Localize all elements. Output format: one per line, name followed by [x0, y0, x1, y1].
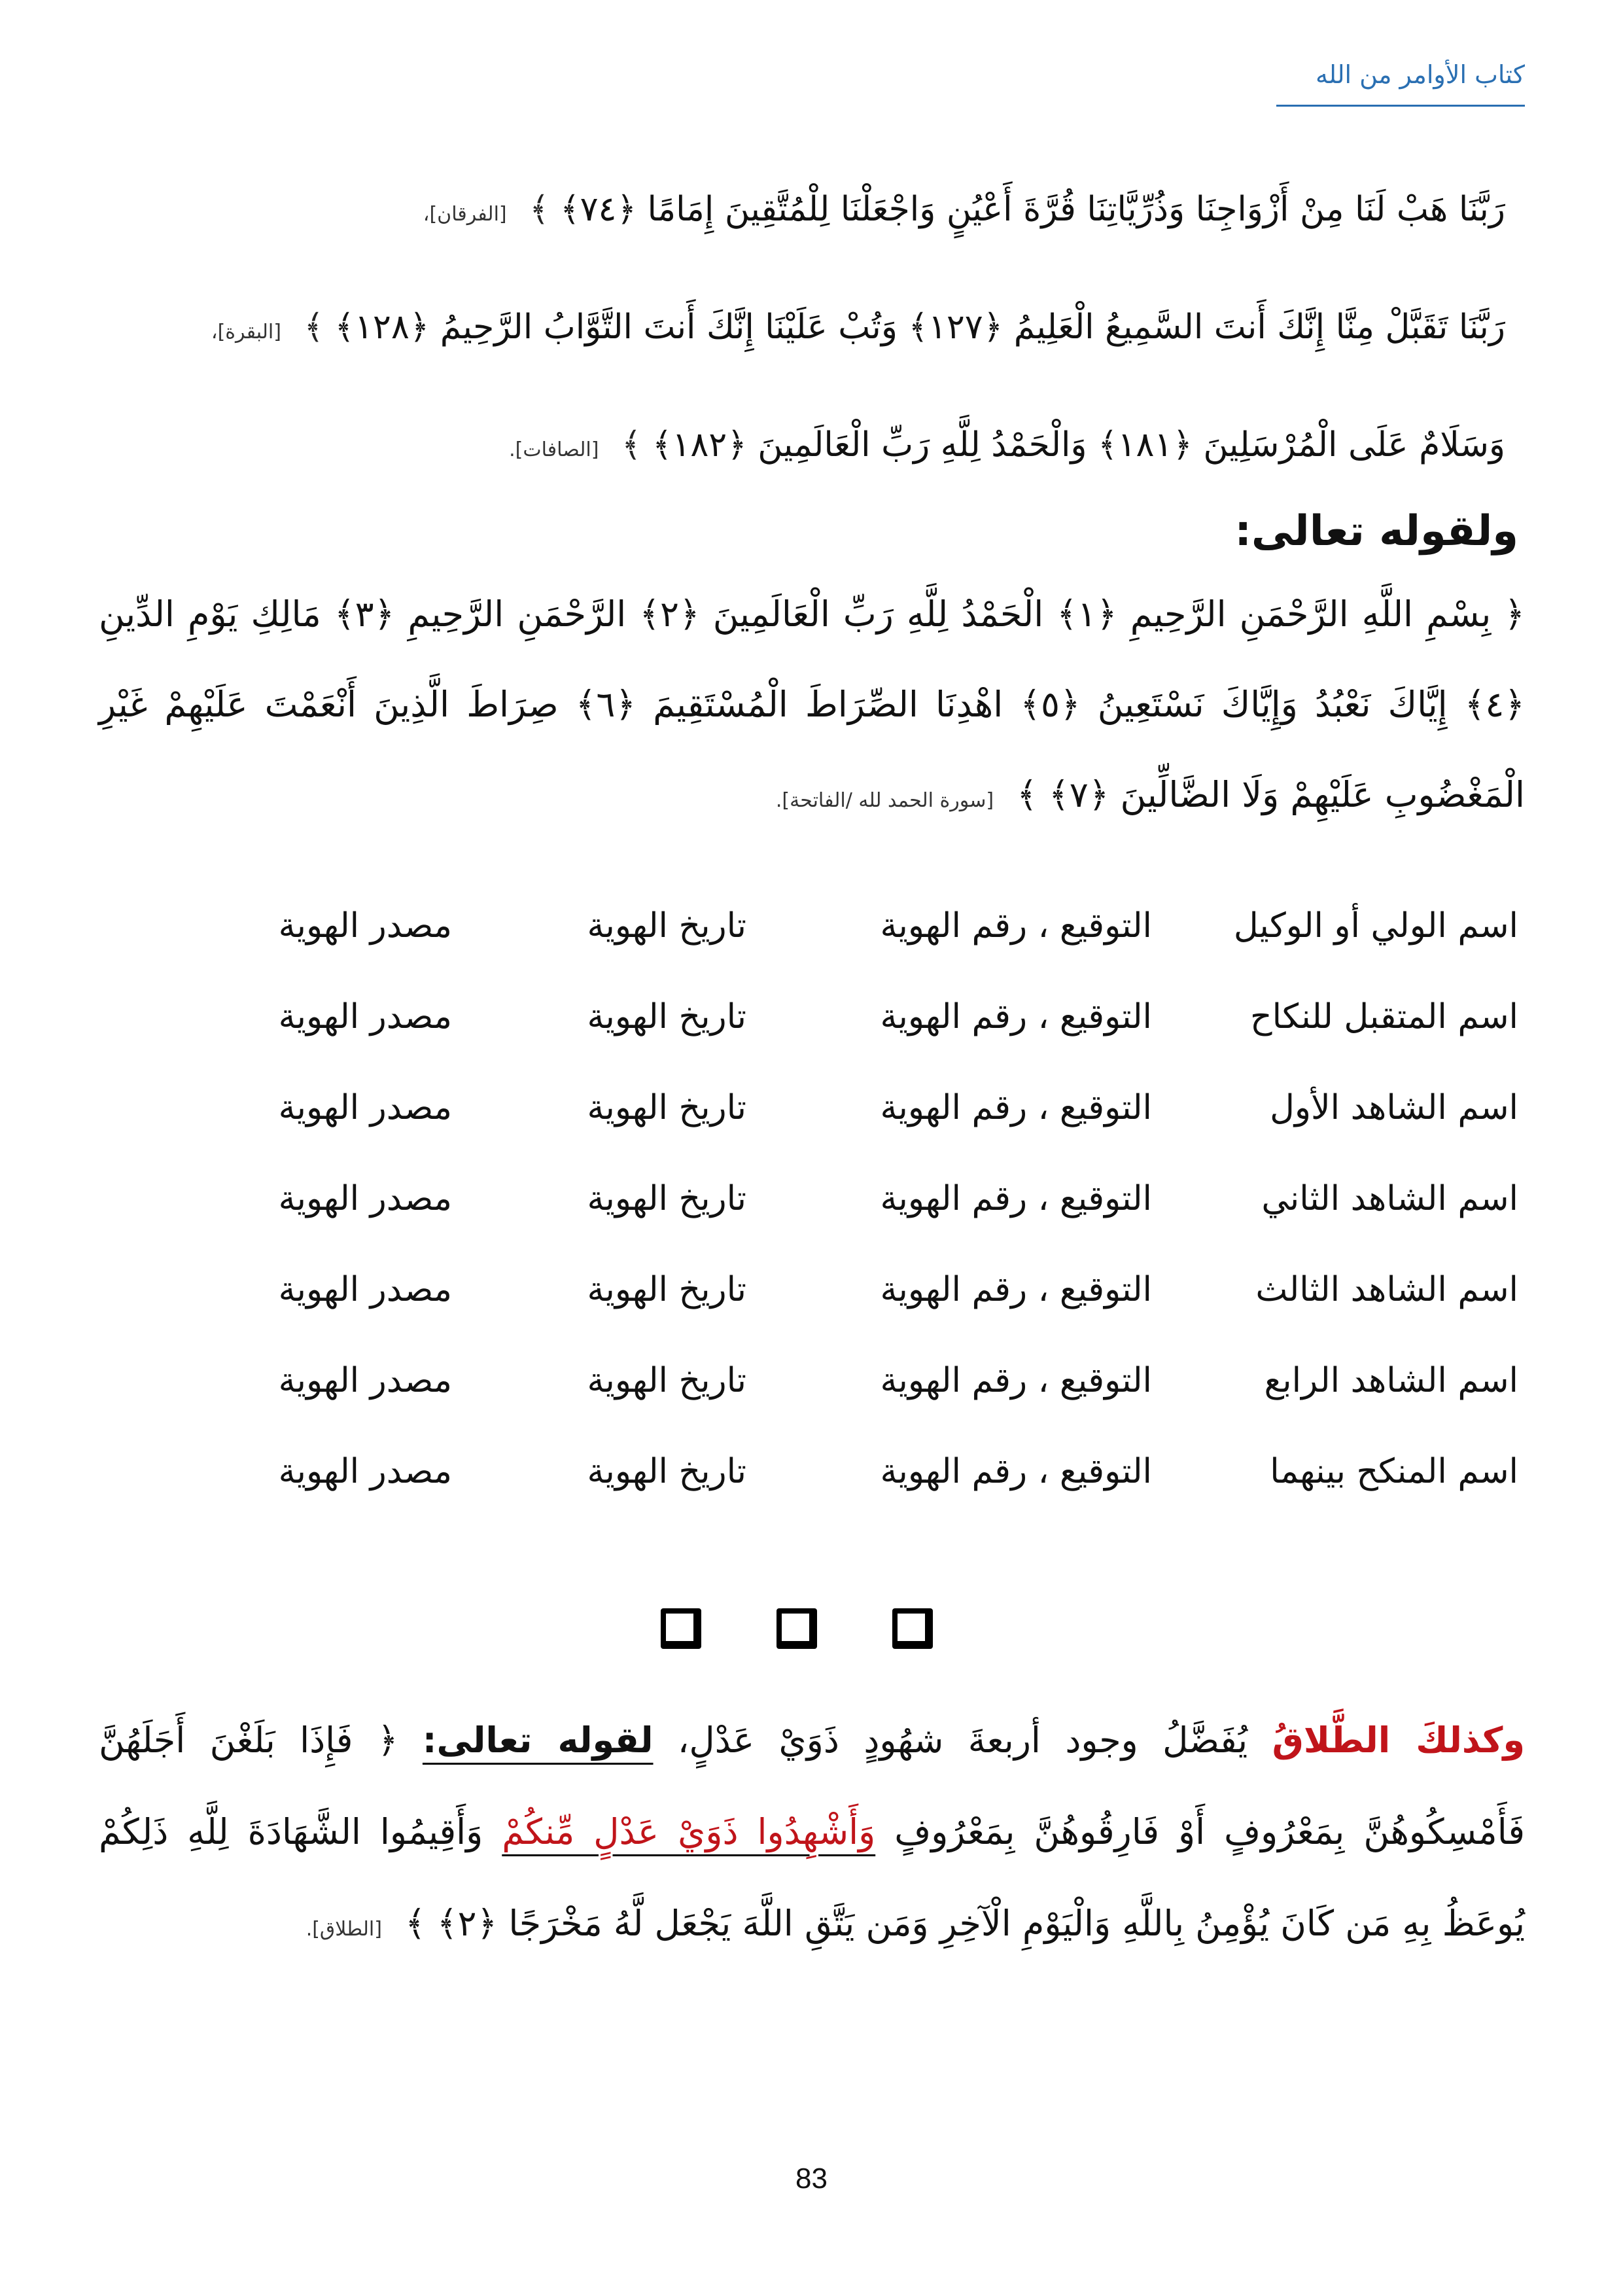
table-row	[145, 971, 1518, 1062]
signature-id-label: التوقيع ، رقم الهوية	[880, 1269, 1152, 1309]
id-issuer-label: مصدر الهوية	[278, 1087, 452, 1127]
verse-close-bracket: ﴾	[621, 425, 642, 465]
table-row	[145, 1244, 1518, 1335]
id-date-label: تاريخ الهوية	[587, 1451, 746, 1491]
signature-id-label: التوقيع ، رقم الهوية	[880, 1360, 1152, 1400]
party-name-label: اسم الشاهد الثاني	[1261, 1178, 1518, 1218]
id-date-label: تاريخ الهوية	[587, 997, 746, 1036]
id-issuer-label: مصدر الهوية	[278, 997, 452, 1036]
book-header-title: كتاب الأوامر من الله	[1316, 60, 1525, 89]
signature-id-label: التوقيع ، رقم الهوية	[880, 1451, 1152, 1491]
id-date-label: تاريخ الهوية	[587, 1269, 746, 1309]
signature-id-label: التوقيع ، رقم الهوية	[880, 1178, 1152, 1218]
fatiha-source: [سورة الحمد لله /الفاتحة].	[775, 789, 994, 812]
id-date-label: تاريخ الهوية	[587, 1087, 746, 1127]
verse-furqan-text: رَبَّنَا هَبْ لَنَا مِنْ أَزْوَاجِنَا وَذُرِّيَّاتِنَا قُرَّةَ أَعْيُنٍ وَاجْعَلْنَا لِلْمُتَّقِينَ إِمَامًا ﴿٧٤﴾	[560, 190, 1505, 229]
verse-close-bracket: ﴾	[529, 190, 550, 229]
checkbox-icon	[777, 1608, 817, 1649]
section-separator	[661, 1608, 933, 1649]
party-name-label: اسم الولي أو الوكيل	[1233, 906, 1518, 945]
table-row	[145, 1062, 1518, 1153]
table-row	[145, 1153, 1518, 1244]
talaq-verse-part1: ﴿ فَإِذَا بَلَغْنَ أَجَلَهُنَّ فَأَمْسِكُوهُنَّ بِمَعْرُوفٍ أَوْ فَارِقُوهُنَّ بِمَعْرُوفٍ	[99, 1720, 1526, 1852]
table-row	[145, 880, 1518, 971]
verse-baqara-text: رَبَّنَا تَقَبَّلْ مِنَّا إِنَّكَ أَنتَ السَّمِيعُ الْعَلِيمُ ﴿١٢٧﴾ وَتُبْ عَلَيْنَا إِنَّكَ أَنتَ التَّوَّابُ الرَّحِيمُ ﴿١٢٨﴾	[334, 308, 1505, 347]
id-date-label: تاريخ الهوية	[587, 906, 746, 945]
signature-id-label: التوقيع ، رقم الهوية	[880, 997, 1152, 1036]
verse-saffat-text: وَسَلَامٌ عَلَى الْمُرْسَلِينَ ﴿١٨١﴾ وَالْحَمْدُ لِلَّهِ رَبِّ الْعَالَمِينَ ﴿١٨٢﴾	[652, 425, 1505, 465]
checkbox-icon	[892, 1608, 933, 1649]
id-issuer-label: مصدر الهوية	[278, 1360, 452, 1400]
talaq-lead-text: يُفَضَّلُ وجود أربعةَ شهُودٍ ذَوَيْ عَدْلٍ،	[653, 1720, 1272, 1761]
id-issuer-label: مصدر الهوية	[278, 1451, 452, 1491]
party-name-label: اسم الشاهد الثالث	[1255, 1269, 1518, 1309]
verse-furqan-source: [الفرقان]،	[423, 203, 507, 226]
table-row	[145, 1426, 1518, 1517]
id-issuer-label: مصدر الهوية	[278, 906, 452, 945]
verse-baqara	[112, 288, 1505, 372]
fatiha-passage	[99, 569, 1525, 846]
signature-id-label: التوقيع ، رقم الهوية	[880, 1087, 1152, 1127]
page-number: 83	[795, 2163, 828, 2195]
talaq-lead-highlight: وكذلكَ الطَّلاقُ	[1272, 1720, 1526, 1761]
signature-table	[145, 880, 1518, 1517]
section-title: ولقوله تعالى:	[1234, 507, 1518, 556]
talaq-paragraph	[99, 1695, 1525, 1975]
checkbox-icon	[661, 1608, 701, 1649]
party-name-label: اسم المتقبل للنكاح	[1250, 997, 1518, 1036]
fatiha-text: ﴿ بِسْمِ اللَّهِ الرَّحْمَنِ الرَّحِيمِ ﴿١﴾ الْحَمْدُ لِلَّهِ رَبِّ الْعَالَمِينَ ﴿٢﴾ الرَّحْمَنِ الرَّحِيمِ ﴿٣﴾ مَالِكِ يَوْمِ الدِّينِ ﴿٤﴾ إِيَّاكَ نَعْبُدُ وَإِيَّاكَ نَسْتَعِينُ ﴿٥﴾ اهْدِنَا الصِّرَاطَ الْمُسْتَقِيمَ ﴿٦﴾ صِرَاطَ الَّذِينَ أَنْعَمْتَ عَلَيْهِمْ غَيْرِ الْمَغْضُوبِ عَلَيْهِمْ وَلَا الضَّالِّينَ ﴿٧﴾ ﴾	[99, 593, 1526, 815]
verse-close-bracket: ﴾	[304, 308, 324, 347]
verse-furqan	[112, 170, 1505, 254]
id-issuer-label: مصدر الهوية	[278, 1178, 452, 1218]
id-date-label: تاريخ الهوية	[587, 1360, 746, 1400]
id-issuer-label: مصدر الهوية	[278, 1269, 452, 1309]
verse-baqara-source: [البقرة]،	[211, 321, 281, 344]
signature-id-label: التوقيع ، رقم الهوية	[880, 906, 1152, 945]
party-name-label: اسم المنكح بينهما	[1270, 1451, 1518, 1491]
party-name-label: اسم الشاهد الأول	[1270, 1087, 1518, 1127]
verse-saffat-source: [الصافات].	[509, 438, 599, 461]
verse-saffat	[112, 406, 1505, 489]
talaq-quote-label: لقوله تعالى:	[422, 1720, 654, 1761]
header-divider	[1276, 105, 1525, 107]
talaq-verse-part2: وَأَقِيمُوا الشَّهَادَةَ لِلَّهِ ذَلِكُمْ يُوعَظُ بِهِ مَن كَانَ يُؤْمِنُ بِاللَّهِ وَالْيَوْمِ الْآخِرِ وَمَن يَتَّقِ اللَّهَ يَجْعَل لَّهُ مَخْرَجًا ﴿٢﴾ ﴾	[99, 1811, 1525, 1944]
talaq-source: [الطلاق].	[305, 1918, 382, 1941]
talaq-verse-highlight: وَأَشْهِدُوا ذَوَيْ عَدْلٍ مِّنكُمْ	[502, 1811, 876, 1852]
id-date-label: تاريخ الهوية	[587, 1178, 746, 1218]
party-name-label: اسم الشاهد الرابع	[1264, 1360, 1518, 1400]
table-row	[145, 1335, 1518, 1426]
